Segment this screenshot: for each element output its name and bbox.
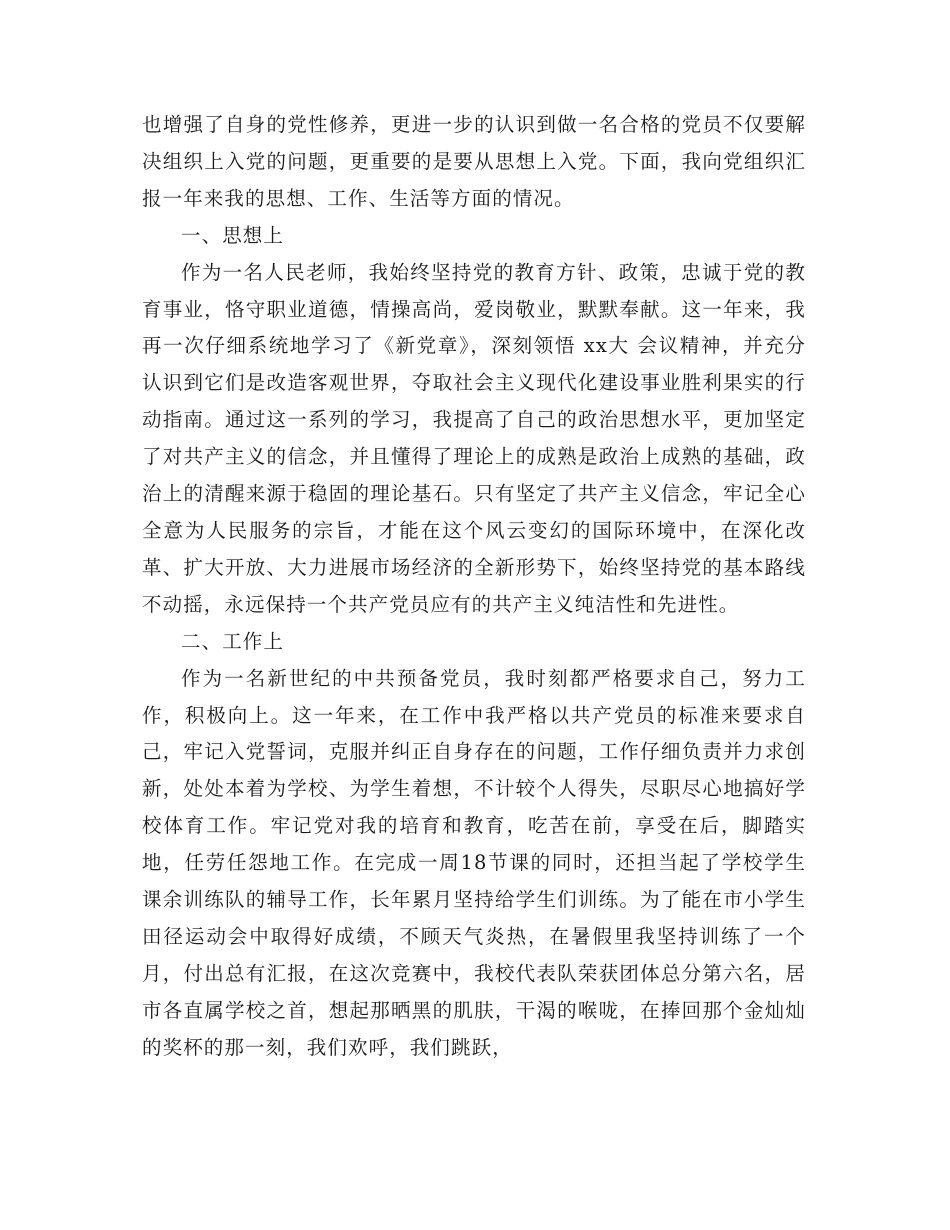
section-heading-work: 二、工作上 (181, 629, 285, 653)
paragraph-intro: 也增强了自身的党性修养，更进一步的认识到做一名合格的党员不仅要解决组织上入党的问题，更重要的是要从思想上入党。下面，我向党组织汇报一年来我的思想、工作、生活等方面的情况。 (142, 113, 806, 210)
document-body (142, 107, 806, 1067)
section-heading-thought: 一、思想上 (181, 223, 285, 247)
paragraph-thought: 作为一名人民老师，我始终坚持党的教育方针、政策，忠诚于党的教育事业，恪守职业道德，情操高尚，爱岗敬业，默默奉献。这一年来，我再一次仔细系统地学习了《新党章》，深刻领悟 xx大 会议精神，并充分认识到它们是改造客观世界，夺取社会主义现代化建设事业胜利果实的行动指南。通过这一系列的学习，我提高了自己的政治思想水平，更加坚定了对共产主义的信念，并且懂得了理论上的成熟是政治上成熟的基础，政治上的清醒来源于稳固的理论基石。只有坚定了共产主义信念，牢记全心全意为人民服务的宗旨，才能在这个风云变幻的国际环境中，在深化改革、扩大开放、大力进展市场经济的全新形势下，始终坚持党的基本路线不动摇，永远保持一个共产党员应有的共产主义纯洁性和先进性。 (142, 260, 806, 616)
paragraph-work: 作为一名新世纪的中共预备党员，我时刻都严格要求自己，努力工作，积极向上。这一年来，在工作中我严格以共产党员的标准来要求自己，牢记入党誓词，克服并纠正自身存在的问题，工作仔细负责并力求创新，处处本着为学校、为学生着想，不计较个人得失，尽职尽心地搞好学校体育工作。牢记党对我的培育和教育，吃苦在前，享受在后，脚踏实地，任劳任怨地工作。在完成一周18节课的同时，还担当起了学校学生课余训练队的辅导工作，长年累月坚持给学生们训练。为了能在市小学生田径运动会中取得好成绩，不顾天气炎热，在暑假里我坚持训练了一个月，付出总有汇报，在这次竞赛中，我校代表队荣获团体总分第六名，居市各直属学校之首，想起那晒黑的肌肤，干渴的喉咙，在捧回那个金灿灿的奖杯的那一刻，我们欢呼，我们跳跃， (142, 666, 806, 1059)
